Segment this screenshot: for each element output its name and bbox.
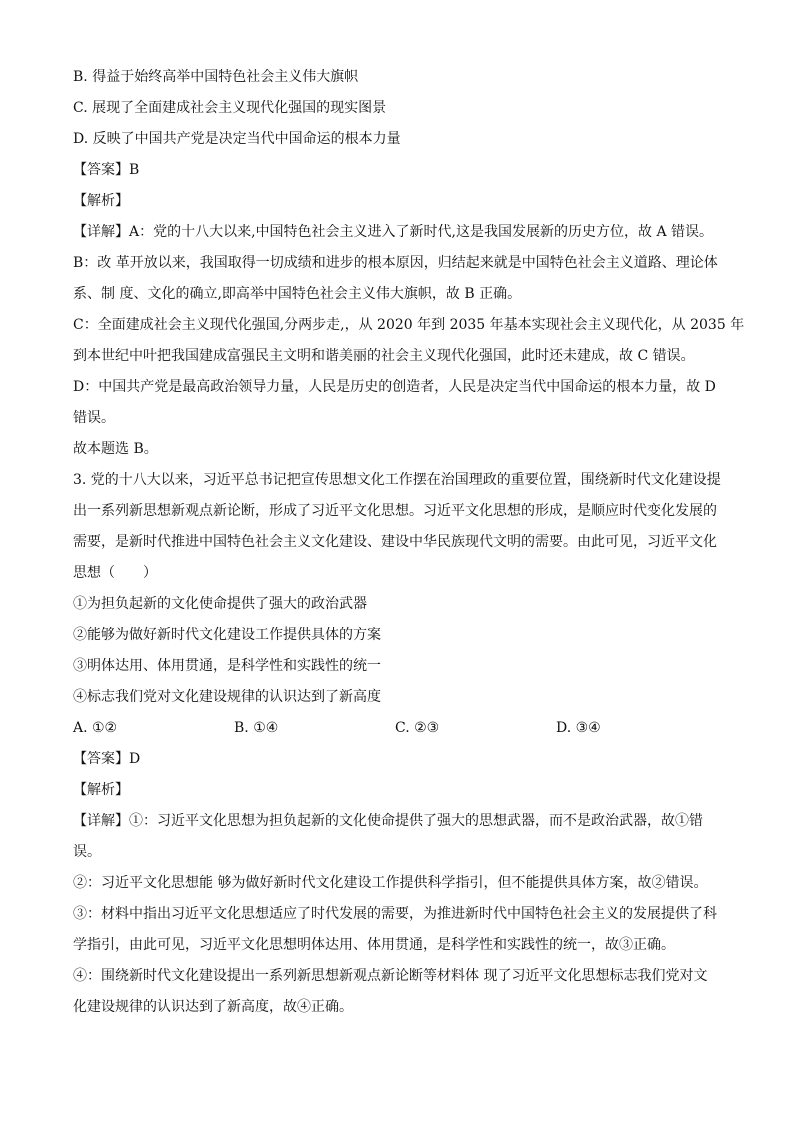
detail-line: ③：材料中指出习近平文化思想适应了时代发展的需要，为推进新时代中国特色社会主义的发展提供了科 [73,906,717,922]
option-d: D. 反映了中国共产党是决定当代中国命运的根本力量 [73,131,401,147]
detail-line: B：改 革开放以来，我国取得一切成绩和进步的根本原因，归结起来就是中国特色社会主义道路、理论体 [73,255,718,271]
detail-line: 化建设规律的认识达到了新高度，故④正确。 [73,999,353,1015]
answer-label: 【答案】B [73,162,140,178]
choice-a: A. ①② [73,720,118,736]
statement-2: ②能够为做好新时代文化建设工作提供具体的方案 [73,627,381,643]
detail-line: D：中国共产党是最高政治领导力量，人民是历史的创造者，人民是决定当代中国命运的根本力量，故 D [73,379,716,395]
statement-1: ①为担负起新的文化使命提供了强大的政治武器 [73,596,367,612]
choice-d: D. ③④ [556,720,601,736]
option-c: C. 展现了全面建成社会主义现代化强国的现实图景 [73,100,387,116]
detail-line: 到本世纪中叶把我国建成富强民主文明和谐美丽的社会主义现代化强国，此时还未建成，故 C 错误。 [73,348,695,364]
detail-line: ②：习近平文化思想能 够为做好新时代文化建设工作提供科学指引，但不能提供具体方案，故②错误。 [73,875,708,891]
choice-c: C. ②③ [395,720,440,736]
statement-3: ③明体达用、体用贯通，是科学性和实践性的统一 [73,658,381,674]
detail-line: 系、制 度、文化的确立,即高举中国特色社会主义伟大旗帜，故 B 正确。 [73,286,522,302]
detail-line: 【详解】①：习近平文化思想为担负起新的文化使命提供了强大的思想武器，而不是政治武器，故①错 [73,813,703,829]
answer-choices [73,713,724,744]
detail-line: 误。 [73,844,101,860]
analysis-label: 【解析】 [73,193,129,209]
detail-line: ④：围绕新时代文化建设提出一系列新思想新观点新论断等材料体 现了习近平文化思想标志我们党对文 [73,968,708,984]
question-stem: 思想（ ） [73,565,157,581]
detail-line: 错误。 [73,410,115,426]
question-stem: 3. 党的十八大以来，习近平总书记把宣传思想文化工作摆在治国理政的重要位置，围绕新时代文化建设提 [73,472,721,488]
question-stem: 出一系列新思想新观点新论断，形成了习近平文化思想。习近平文化思想的形成，是顺应时代变化发展的 [73,503,717,519]
option-b: B. 得益于始终高举中国特色社会主义伟大旗帜 [73,69,359,85]
detail-line: 【详解】A：党的十八大以来,中国特色社会主义进入了新时代,这是我国发展新的历史方位，故 A 错误。 [73,224,714,240]
conclusion-line: 故本题选 B。 [73,441,158,457]
detail-line: 学指引，由此可见，习近平文化思想明体达用、体用贯通，是科学性和实践性的统一，故③正确。 [73,937,675,953]
choice-b: B. ①④ [234,720,279,736]
question-stem: 需要，是新时代推进中国特色社会主义文化建设、建设中华民族现代文明的需要。由此可见，习近平文化 [73,534,717,550]
answer-label: 【答案】D [73,751,141,767]
analysis-label: 【解析】 [73,782,129,798]
statement-4: ④标志我们党对文化建设规律的认识达到了新高度 [73,689,381,705]
detail-line: C：全面建成社会主义现代化强国,分两步走,，从 2020 年到 2035 年基本实现社会主义现代化，从 2035 年 [73,317,745,333]
